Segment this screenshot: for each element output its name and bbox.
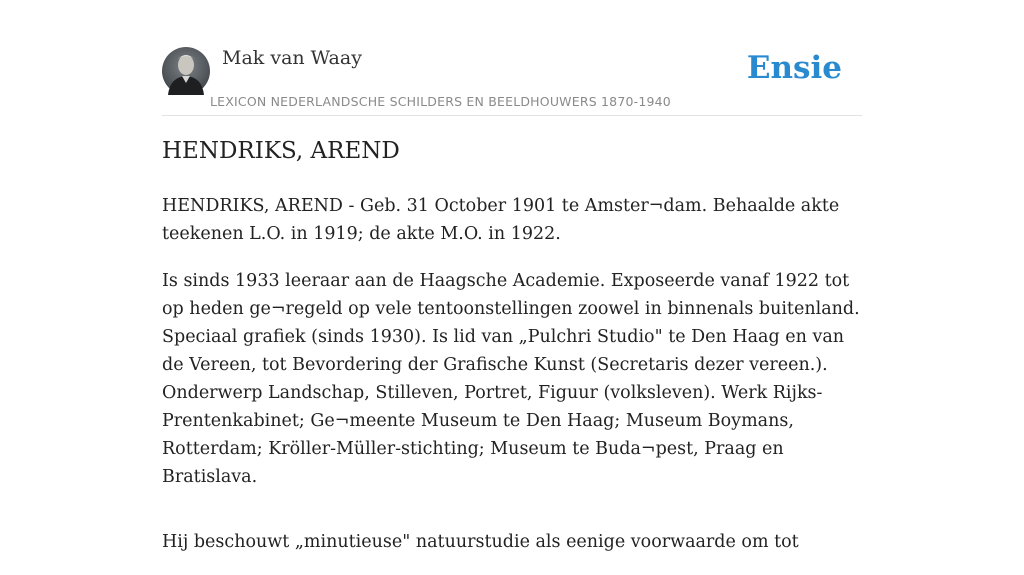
author-name[interactable]: Mak van Waay (222, 47, 362, 69)
article-paragraph: Is sinds 1933 leeraar aan de Haagsche Academie. Exposeerde vanaf 1922 tot op heden ge¬regeld op vele tentoonstellingen zoowel in binnenals buitenland. Speciaal grafiek (sinds 1930). Is lid van „Pulchri Studio" te Den Haag en van de Vereen, tot Bevordering der Grafische Kunst (Secretaris dezer vereen.). Onderwerp Landschap, Stilleven, Portret, Figuur (volksleven). Werk Rijks-Prentenkabinet; Ge¬meente Museum te Den Haag; Museum Boymans, Rotterdam; Kröller-Müller-stichting; Museum te Buda¬pest, Praag en Bratislava. (162, 271, 860, 487)
article-body (162, 192, 862, 575)
article-title: HENDRIKS, AREND (162, 138, 400, 164)
publication-name[interactable]: LEXICON NEDERLANDSCHE SCHILDERS EN BEELDHOUWERS 1870-1940 (210, 94, 671, 109)
author-portrait-icon (162, 47, 210, 95)
avatar[interactable] (162, 47, 210, 95)
article-paragraph: HENDRIKS, AREND - Geb. 31 October 1901 te Amster¬dam. Behaalde akte teekenen L.O. in 1919; de akte M.O. in 1922. (162, 196, 840, 244)
site-logo[interactable]: Ensie (746, 50, 842, 86)
article-paragraph: Hij beschouwt „minutieuse" natuurstudie als eenige voorwaarde om tot (162, 532, 799, 552)
header (162, 46, 862, 116)
